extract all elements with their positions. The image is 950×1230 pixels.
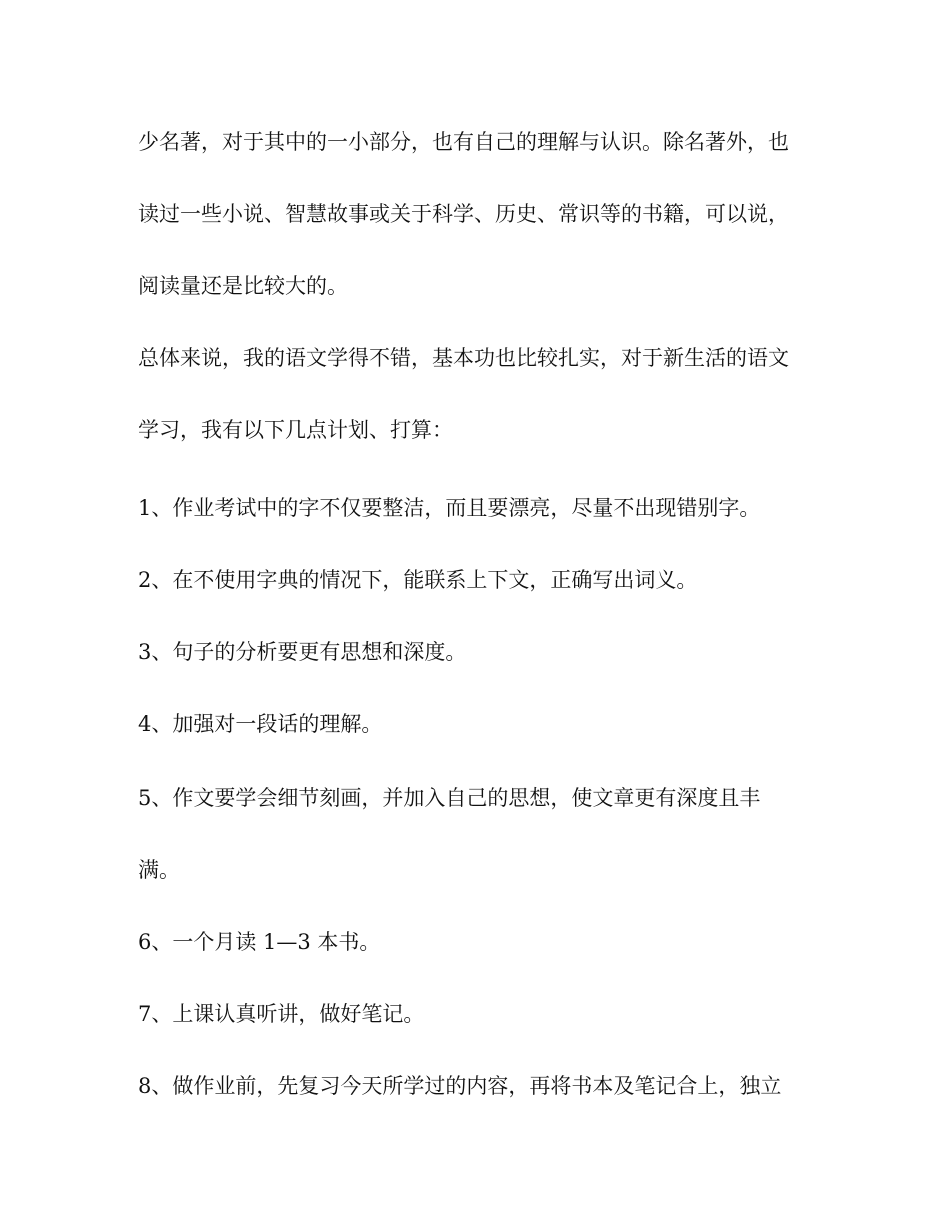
list-item: 2、在不使用字典的情况下，能联系上下文，正确写出词义。	[138, 568, 698, 592]
text-line: 学习，我有以下几点计划、打算：	[138, 418, 453, 442]
list-item: 3、句子的分析要更有思想和深度。	[138, 640, 467, 664]
text-line: 读过一些小说、智慧故事或关于科学、历史、常识等的书籍，可以说，	[138, 202, 789, 226]
list-item: 4、加强对一段话的理解。	[138, 712, 383, 736]
list-item: 7、上课认真听讲，做好笔记。	[138, 1002, 425, 1026]
list-item: 8、做作业前，先复习今天所学过的内容，再将书本及笔记合上，独立	[138, 1074, 782, 1098]
text-line: 总体来说，我的语文学得不错，基本功也比较扎实，对于新生活的语文	[138, 346, 789, 370]
text-line: 少名著，对于其中的一小部分，也有自己的理解与认识。除名著外，也	[138, 130, 789, 154]
text-line: 阅读量还是比较大的。	[138, 274, 348, 298]
list-item-continuation: 满。	[138, 858, 180, 882]
list-item: 5、作文要学会细节刻画，并加入自己的思想，使文章更有深度且丰	[138, 786, 761, 810]
list-item: 6、一个月读 1—3 本书。	[138, 930, 381, 954]
list-item: 1、作业考试中的字不仅要整洁，而且要漂亮，尽量不出现错别字。	[138, 496, 761, 520]
